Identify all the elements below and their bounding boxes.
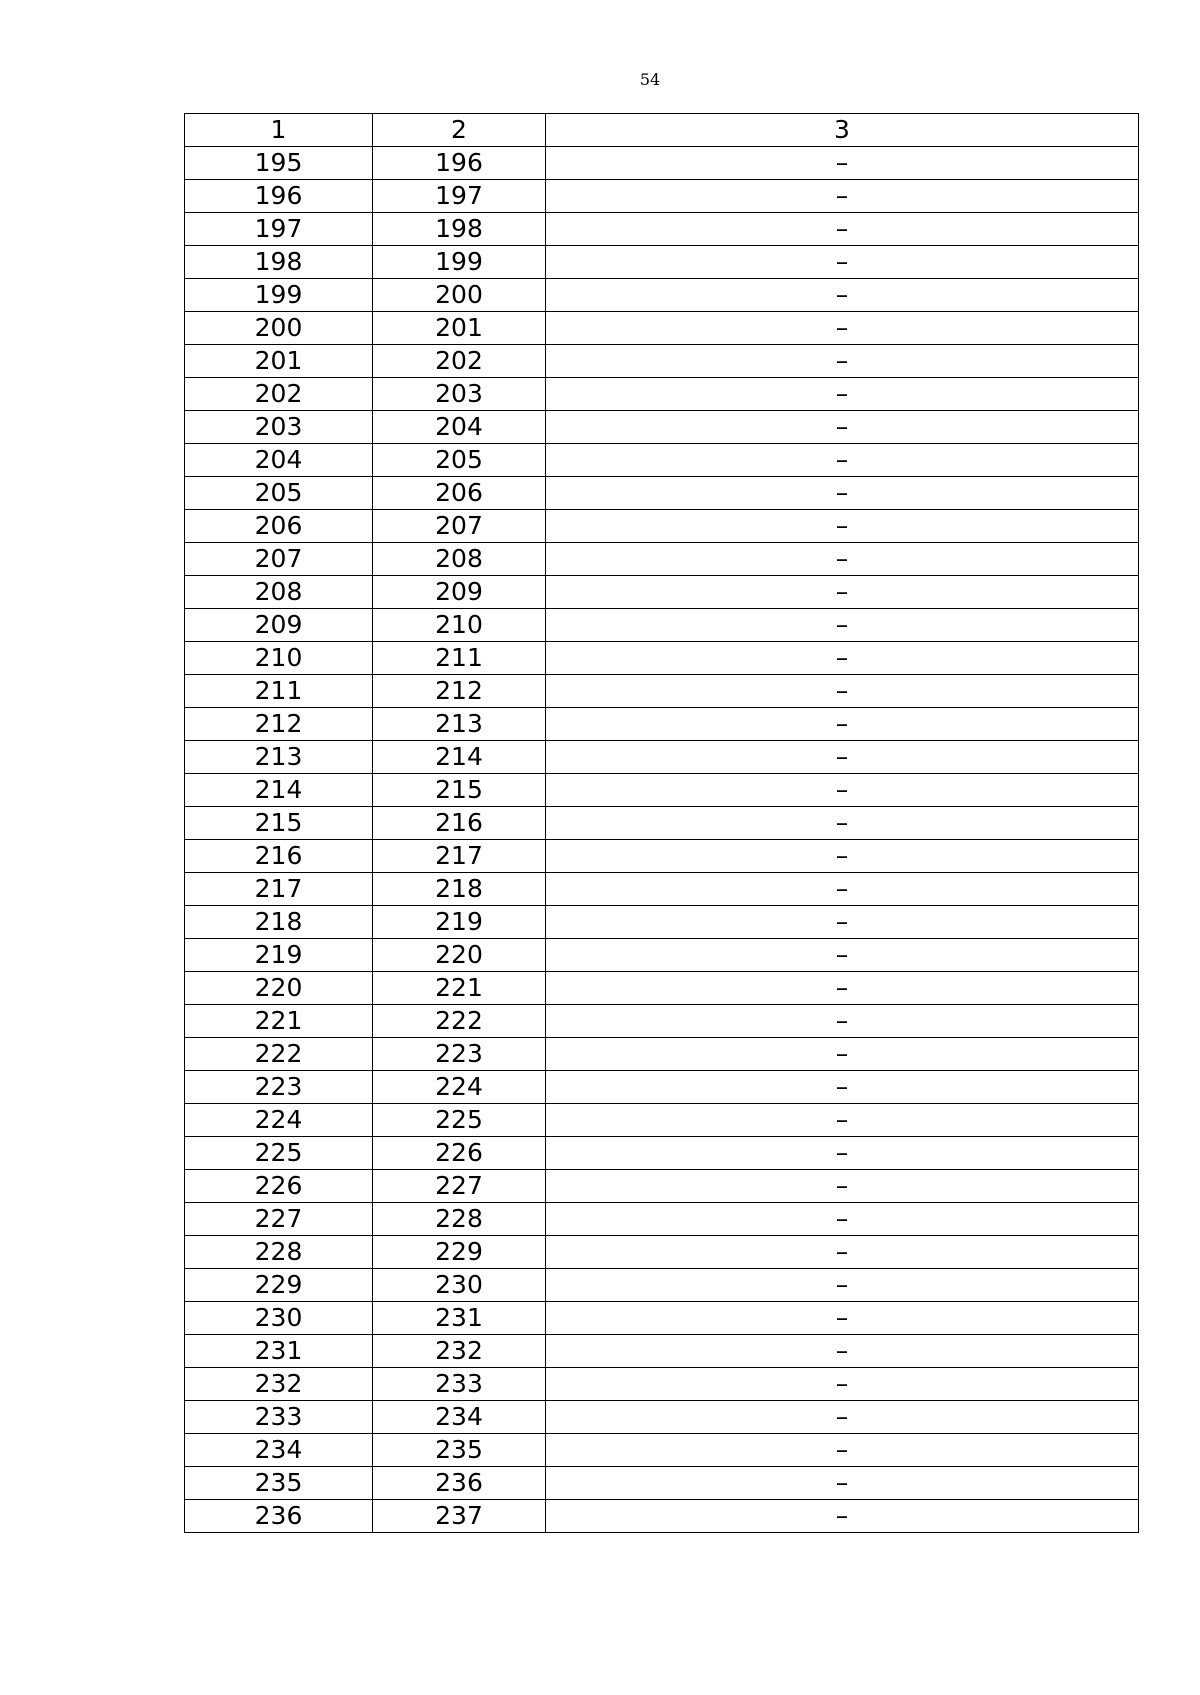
table-cell-col-1: 196 <box>185 180 373 213</box>
table-row <box>185 609 1139 642</box>
table-cell-col-1: 230 <box>185 1302 373 1335</box>
table-row <box>185 1302 1139 1335</box>
table-cell-col-3: – <box>546 840 1139 873</box>
table-cell-col-1: 198 <box>185 246 373 279</box>
table-row <box>185 312 1139 345</box>
table-row <box>185 213 1139 246</box>
table-row <box>185 147 1139 180</box>
table-cell-col-3: – <box>546 147 1139 180</box>
table-cell-col-1: 236 <box>185 1500 373 1533</box>
table-cell-col-2: 214 <box>373 741 546 774</box>
table-cell-col-3: – <box>546 675 1139 708</box>
table-cell-col-1: 211 <box>185 675 373 708</box>
table-cell-col-2: 197 <box>373 180 546 213</box>
table-cell-col-1: 213 <box>185 741 373 774</box>
table-row <box>185 411 1139 444</box>
table-cell-col-1: 204 <box>185 444 373 477</box>
table-cell-col-3: – <box>546 543 1139 576</box>
table-cell-col-3: – <box>546 1401 1139 1434</box>
table-cell-col-1: 210 <box>185 642 373 675</box>
table-cell-col-2: 233 <box>373 1368 546 1401</box>
table-cell-col-3: – <box>546 1203 1139 1236</box>
table-cell-col-2: 205 <box>373 444 546 477</box>
table-cell-col-3: – <box>546 708 1139 741</box>
table-row <box>185 972 1139 1005</box>
table-row <box>185 1467 1139 1500</box>
table-cell-col-1: 208 <box>185 576 373 609</box>
table-cell-col-2: 225 <box>373 1104 546 1137</box>
table-cell-col-1: 205 <box>185 477 373 510</box>
column-header-1: 1 <box>185 114 373 147</box>
table-cell-col-2: 228 <box>373 1203 546 1236</box>
table-cell-col-2: 230 <box>373 1269 546 1302</box>
table-cell-col-1: 203 <box>185 411 373 444</box>
table-cell-col-3: – <box>546 1368 1139 1401</box>
table-cell-col-2: 211 <box>373 642 546 675</box>
table-row <box>185 510 1139 543</box>
table-cell-col-3: – <box>546 411 1139 444</box>
table-row <box>185 345 1139 378</box>
table-cell-col-1: 231 <box>185 1335 373 1368</box>
table-cell-col-1: 225 <box>185 1137 373 1170</box>
table-cell-col-1: 229 <box>185 1269 373 1302</box>
table-cell-col-1: 235 <box>185 1467 373 1500</box>
table-row <box>185 444 1139 477</box>
table-cell-col-3: – <box>546 1104 1139 1137</box>
table-header-row <box>185 114 1139 147</box>
table-cell-col-3: – <box>546 180 1139 213</box>
table-cell-col-1: 218 <box>185 906 373 939</box>
table-cell-col-3: – <box>546 1467 1139 1500</box>
table-cell-col-2: 232 <box>373 1335 546 1368</box>
table-cell-col-2: 204 <box>373 411 546 444</box>
table-row <box>185 675 1139 708</box>
table-cell-col-3: – <box>546 807 1139 840</box>
table-cell-col-3: – <box>546 1434 1139 1467</box>
table-cell-col-3: – <box>546 378 1139 411</box>
table-cell-col-3: – <box>546 906 1139 939</box>
table-cell-col-2: 201 <box>373 312 546 345</box>
table-cell-col-3: – <box>546 1005 1139 1038</box>
table-cell-col-3: – <box>546 642 1139 675</box>
table-cell-col-2: 218 <box>373 873 546 906</box>
table-row <box>185 279 1139 312</box>
table-cell-col-2: 223 <box>373 1038 546 1071</box>
table-cell-col-1: 201 <box>185 345 373 378</box>
table-row <box>185 378 1139 411</box>
table-cell-col-3: – <box>546 345 1139 378</box>
table-cell-col-1: 199 <box>185 279 373 312</box>
table-cell-col-2: 207 <box>373 510 546 543</box>
page-number: 54 <box>639 70 661 89</box>
table-row <box>185 543 1139 576</box>
table-row <box>185 906 1139 939</box>
table-cell-col-2: 212 <box>373 675 546 708</box>
table-row <box>185 1236 1139 1269</box>
table-body <box>185 147 1139 1533</box>
table-row <box>185 1038 1139 1071</box>
table-cell-col-3: – <box>546 477 1139 510</box>
table-cell-col-1: 209 <box>185 609 373 642</box>
table-cell-col-1: 202 <box>185 378 373 411</box>
table-cell-col-1: 206 <box>185 510 373 543</box>
table-cell-col-2: 202 <box>373 345 546 378</box>
table-row <box>185 1401 1139 1434</box>
table-cell-col-1: 195 <box>185 147 373 180</box>
table-cell-col-2: 213 <box>373 708 546 741</box>
table-cell-col-1: 222 <box>185 1038 373 1071</box>
table-row <box>185 1434 1139 1467</box>
table-cell-col-2: 231 <box>373 1302 546 1335</box>
table-cell-col-3: – <box>546 213 1139 246</box>
table-cell-col-3: – <box>546 873 1139 906</box>
table-row <box>185 741 1139 774</box>
table-cell-col-2: 209 <box>373 576 546 609</box>
table-row <box>185 1500 1139 1533</box>
table-row <box>185 774 1139 807</box>
table-cell-col-3: – <box>546 774 1139 807</box>
table-cell-col-3: – <box>546 741 1139 774</box>
table-cell-col-1: 219 <box>185 939 373 972</box>
table-cell-col-3: – <box>546 246 1139 279</box>
table-cell-col-3: – <box>546 279 1139 312</box>
table-cell-col-2: 227 <box>373 1170 546 1203</box>
table-cell-col-1: 212 <box>185 708 373 741</box>
column-header-3: 3 <box>546 114 1139 147</box>
table-cell-col-3: – <box>546 1335 1139 1368</box>
table-cell-col-3: – <box>546 1236 1139 1269</box>
table-row <box>185 873 1139 906</box>
table-row <box>185 180 1139 213</box>
table-cell-col-1: 220 <box>185 972 373 1005</box>
table-cell-col-2: 222 <box>373 1005 546 1038</box>
table-cell-col-3: – <box>546 609 1139 642</box>
table-cell-col-1: 234 <box>185 1434 373 1467</box>
table-cell-col-3: – <box>546 576 1139 609</box>
table-row <box>185 477 1139 510</box>
table-cell-col-1: 224 <box>185 1104 373 1137</box>
table-row <box>185 1137 1139 1170</box>
table-cell-col-3: – <box>546 312 1139 345</box>
table-cell-col-2: 200 <box>373 279 546 312</box>
table-cell-col-2: 220 <box>373 939 546 972</box>
table-row <box>185 246 1139 279</box>
table-cell-col-1: 207 <box>185 543 373 576</box>
table-cell-col-2: 199 <box>373 246 546 279</box>
table-cell-col-1: 233 <box>185 1401 373 1434</box>
table-cell-col-3: – <box>546 1302 1139 1335</box>
table-cell-col-3: – <box>546 510 1139 543</box>
data-table <box>184 113 1139 1533</box>
table-cell-col-1: 215 <box>185 807 373 840</box>
column-header-2: 2 <box>373 114 546 147</box>
table-cell-col-1: 227 <box>185 1203 373 1236</box>
table-cell-col-1: 228 <box>185 1236 373 1269</box>
table-cell-col-2: 217 <box>373 840 546 873</box>
table-row <box>185 642 1139 675</box>
table-row <box>185 1269 1139 1302</box>
table-cell-col-3: – <box>546 939 1139 972</box>
table-cell-col-3: – <box>546 444 1139 477</box>
table-cell-col-2: 215 <box>373 774 546 807</box>
table-cell-col-3: – <box>546 1500 1139 1533</box>
table-cell-col-2: 221 <box>373 972 546 1005</box>
table-cell-col-2: 210 <box>373 609 546 642</box>
table-cell-col-2: 226 <box>373 1137 546 1170</box>
table-row <box>185 1104 1139 1137</box>
table-cell-col-1: 214 <box>185 774 373 807</box>
table-row <box>185 1335 1139 1368</box>
table-row <box>185 1170 1139 1203</box>
table-cell-col-2: 196 <box>373 147 546 180</box>
table-cell-col-3: – <box>546 1038 1139 1071</box>
table-cell-col-3: – <box>546 1170 1139 1203</box>
table-row <box>185 1203 1139 1236</box>
table-cell-col-2: 234 <box>373 1401 546 1434</box>
table-cell-col-2: 237 <box>373 1500 546 1533</box>
table-cell-col-2: 216 <box>373 807 546 840</box>
table-cell-col-2: 224 <box>373 1071 546 1104</box>
table-row <box>185 840 1139 873</box>
table-cell-col-1: 217 <box>185 873 373 906</box>
table-cell-col-1: 216 <box>185 840 373 873</box>
table-cell-col-2: 206 <box>373 477 546 510</box>
table-row <box>185 807 1139 840</box>
table-cell-col-2: 219 <box>373 906 546 939</box>
table-cell-col-3: – <box>546 1071 1139 1104</box>
table-row <box>185 1071 1139 1104</box>
table-cell-col-1: 200 <box>185 312 373 345</box>
table-row <box>185 1368 1139 1401</box>
table-cell-col-2: 203 <box>373 378 546 411</box>
table-row <box>185 708 1139 741</box>
table-row <box>185 576 1139 609</box>
table-row <box>185 939 1139 972</box>
table-cell-col-2: 235 <box>373 1434 546 1467</box>
table-cell-col-3: – <box>546 1137 1139 1170</box>
table-cell-col-2: 236 <box>373 1467 546 1500</box>
table-row <box>185 1005 1139 1038</box>
table-cell-col-1: 221 <box>185 1005 373 1038</box>
table-cell-col-1: 223 <box>185 1071 373 1104</box>
table-cell-col-2: 198 <box>373 213 546 246</box>
table-cell-col-3: – <box>546 1269 1139 1302</box>
table-cell-col-1: 226 <box>185 1170 373 1203</box>
table-cell-col-1: 232 <box>185 1368 373 1401</box>
table-cell-col-1: 197 <box>185 213 373 246</box>
table-cell-col-2: 208 <box>373 543 546 576</box>
table-cell-col-2: 229 <box>373 1236 546 1269</box>
table-cell-col-3: – <box>546 972 1139 1005</box>
